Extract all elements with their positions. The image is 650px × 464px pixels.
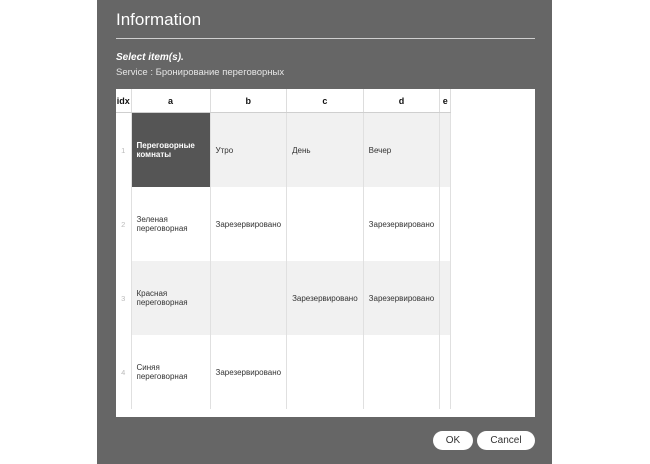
- grid-cell[interactable]: [440, 335, 451, 409]
- selection-grid: [116, 89, 535, 417]
- instruction-text: Select item(s).: [116, 52, 184, 63]
- column-header-e[interactable]: e: [440, 89, 451, 113]
- row-index: 2: [116, 187, 131, 261]
- grid-cell[interactable]: Переговорные комнаты: [131, 113, 210, 188]
- grid-cell[interactable]: [363, 335, 440, 409]
- grid-cell[interactable]: Синяя переговорная: [131, 335, 210, 409]
- table-row[interactable]: [116, 113, 451, 188]
- grid-cell[interactable]: [210, 261, 287, 335]
- information-dialog: [97, 0, 552, 464]
- row-index: 4: [116, 335, 131, 409]
- grid-table: [116, 89, 451, 409]
- column-header-a[interactable]: a: [131, 89, 210, 113]
- grid-cell[interactable]: [287, 335, 364, 409]
- column-header-d[interactable]: d: [363, 89, 440, 113]
- grid-cell[interactable]: [440, 261, 451, 335]
- grid-cell[interactable]: День: [287, 113, 364, 188]
- grid-cell[interactable]: Утро: [210, 113, 287, 188]
- column-header-idx[interactable]: idx: [116, 89, 131, 113]
- grid-header-row: [116, 89, 451, 113]
- table-row[interactable]: [116, 187, 451, 261]
- grid-cell[interactable]: [440, 113, 451, 188]
- column-header-b[interactable]: b: [210, 89, 287, 113]
- row-index: 3: [116, 261, 131, 335]
- grid-cell[interactable]: Зарезервировано: [210, 335, 287, 409]
- row-index: 1: [116, 113, 131, 188]
- grid-cell[interactable]: Зарезервировано: [287, 261, 364, 335]
- grid-cell[interactable]: Вечер: [363, 113, 440, 188]
- service-text: Service : Бронирование переговорных: [116, 67, 285, 78]
- grid-cell[interactable]: Зарезервировано: [363, 187, 440, 261]
- ok-button[interactable]: OK: [433, 431, 473, 450]
- grid-cell[interactable]: Красная переговорная: [131, 261, 210, 335]
- table-row[interactable]: [116, 335, 451, 409]
- table-row[interactable]: [116, 261, 451, 335]
- grid-cell[interactable]: [287, 187, 364, 261]
- title-divider: [116, 38, 535, 39]
- grid-cell[interactable]: Зарезервировано: [210, 187, 287, 261]
- grid-cell[interactable]: Зарезервировано: [363, 261, 440, 335]
- grid-cell[interactable]: Зеленая переговорная: [131, 187, 210, 261]
- cancel-button[interactable]: Cancel: [477, 431, 535, 450]
- column-header-c[interactable]: c: [287, 89, 364, 113]
- dialog-title: Information: [116, 10, 202, 29]
- grid-cell[interactable]: [440, 187, 451, 261]
